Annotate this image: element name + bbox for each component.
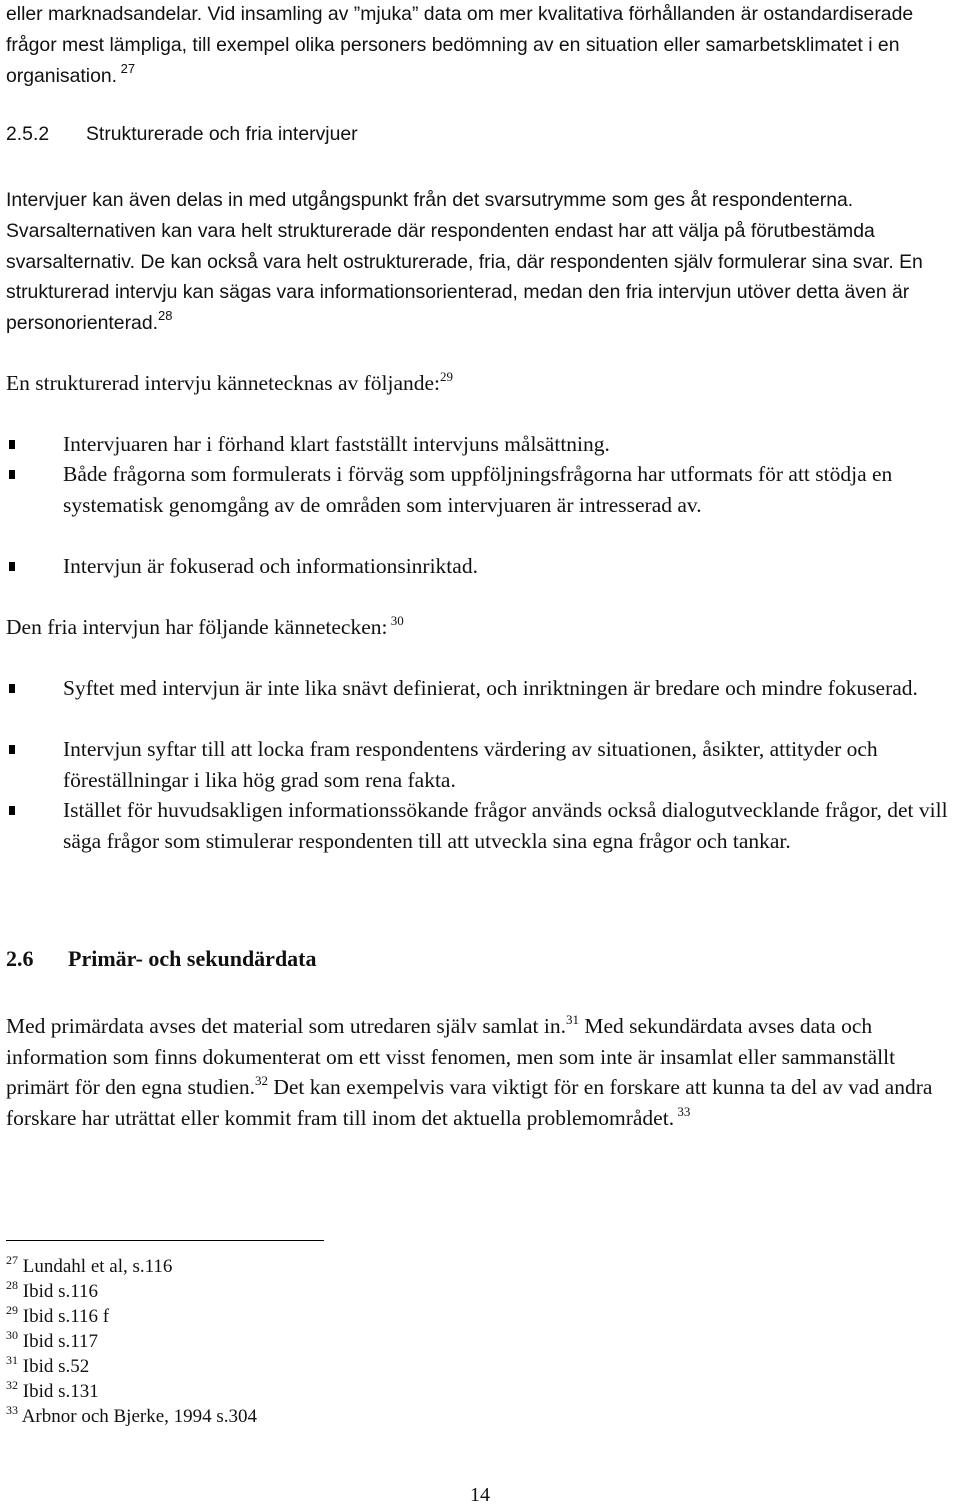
footnote-divider: [6, 1240, 324, 1241]
footnote-text: Ibid s.117: [22, 1331, 99, 1352]
list-item-text: Intervjun syftar till att locka fram respondentens värdering av situationen, åsikter, attityder och föreställningar i lika hög grad som rena fakta.: [63, 737, 878, 792]
footnote-ref: 30: [390, 613, 404, 628]
footnote-ref: 32: [254, 1073, 268, 1089]
section-2-6-paragraph: [6, 1011, 954, 1133]
lead-text: En strukturerad intervju kännetecknas av följande:: [6, 371, 441, 395]
footnote: [6, 1279, 98, 1304]
section-heading-2-6: [6, 944, 954, 974]
footnote-number: 29: [6, 1303, 18, 1317]
list-item-text: Intervjun är fokuserad och informationsinriktad.: [63, 554, 478, 578]
footnote-text: Ibid s.52: [22, 1356, 90, 1377]
bullet-square-icon: [9, 440, 15, 449]
footnote-ref: 31: [566, 1012, 580, 1027]
intro-paragraph: [6, 0, 954, 91]
sentence-2: Med sekundärdata avses data och information som finns dokumenterat om ett visst fenomen, men som inte är insamlat eller sammanställt primärt för den egna studien.: [6, 1014, 896, 1100]
sentence-3: Det kan exempelvis vara viktigt för en forskare att kunna ta del av vad andra forskare har uträttat eller kommit fram till inom det aktuella problemområdet.: [6, 1075, 933, 1130]
footnote-text: Ibid s.116: [22, 1281, 99, 1302]
footnote-text: Lundahl et al, s.116: [22, 1256, 173, 1277]
footnote-text: Ibid s.131: [22, 1381, 99, 1402]
footnote: [6, 1329, 98, 1354]
bullet-square-icon: [9, 684, 15, 693]
footnote-number: 33: [6, 1403, 18, 1417]
page-number: 14: [470, 1484, 490, 1506]
list-item-text: Istället för huvudsakligen informationssökande frågor används också dialogutvecklande frågor, det vill säga frågor som stimulerar respondenten till att utveckla sina egna frågor och tankar.: [63, 798, 948, 853]
list-item-text: Syftet med intervjun är inte lika snävt definierat, och inriktningen är bredare och mindre fokuserad.: [63, 676, 918, 700]
footnote-ref: 33: [677, 1103, 691, 1119]
list-item-text: Både frågorna som formulerats i förväg som uppföljningsfrågorna har utformats för att stödja en systematisk genomgång av de områden som intervjuaren är intresserad av.: [63, 462, 893, 517]
free-interview-lead: [6, 612, 954, 643]
footnote-number: 30: [6, 1328, 18, 1342]
section-2-5-2-paragraph: [6, 185, 954, 339]
section-number: 2.5.2: [6, 123, 50, 145]
section-title: Strukturerade och fria intervjuer: [86, 123, 358, 145]
bullet-square-icon: [9, 806, 15, 815]
intro-text: eller marknadsandelar. Vid insamling av ”mjuka” data om mer kvalitativa förhållanden är ostandardiserade frågor mest lämpliga, till exempel olika personers bedömning av en situation eller samarbetsklimatet i en organisation.: [6, 3, 914, 87]
footnote-text: Ibid s.116 f: [22, 1306, 110, 1327]
sentence-1: Med primärdata avses det material som utredaren själv samlat in.: [6, 1014, 567, 1038]
section-number: 2.6: [6, 946, 34, 971]
footnote-ref: 29: [440, 369, 454, 384]
footnote-number: 32: [6, 1378, 18, 1392]
footnote: [6, 1304, 109, 1329]
bullet-square-icon: [9, 562, 15, 571]
bullet-square-icon: [9, 470, 15, 479]
footnote-ref: 28: [158, 308, 173, 324]
footnote-number: 27: [6, 1253, 18, 1267]
footnote: [6, 1404, 257, 1429]
section-title: Primär- och sekundärdata: [68, 946, 317, 971]
footnote-text: Arbnor och Bjerke, 1994 s.304: [21, 1406, 258, 1427]
footnote-number: 28: [6, 1278, 18, 1292]
structured-interview-lead: [6, 368, 954, 399]
section-heading-2-5-2: [6, 119, 954, 149]
footnote-number: 31: [6, 1353, 18, 1367]
list-item-text: Intervjuaren har i förhand klart fastställt intervjuns målsättning.: [63, 432, 610, 456]
lead-text: Den fria intervjun har följande kännetecken:: [6, 615, 388, 639]
footnote: [6, 1379, 99, 1404]
footnote: [6, 1254, 172, 1279]
footnote-ref: 27: [120, 60, 136, 76]
footnote: [6, 1354, 89, 1379]
bullet-square-icon: [9, 745, 15, 754]
paragraph-text: Intervjuer kan även delas in med utgångspunkt från det svarsutrymme som ges åt respondenterna. Svarsalternativen kan vara helt strukturerade där respondenten endast har att välja på förutbestämda svarsalternativ. De kan också vara helt ostrukturerade, fria, där respondenten själv formulerar sina svar. En strukturerad intervju kan sägas vara informationsorienterad, medan den fria intervjun utöver detta även är personorienterad.: [6, 189, 923, 335]
